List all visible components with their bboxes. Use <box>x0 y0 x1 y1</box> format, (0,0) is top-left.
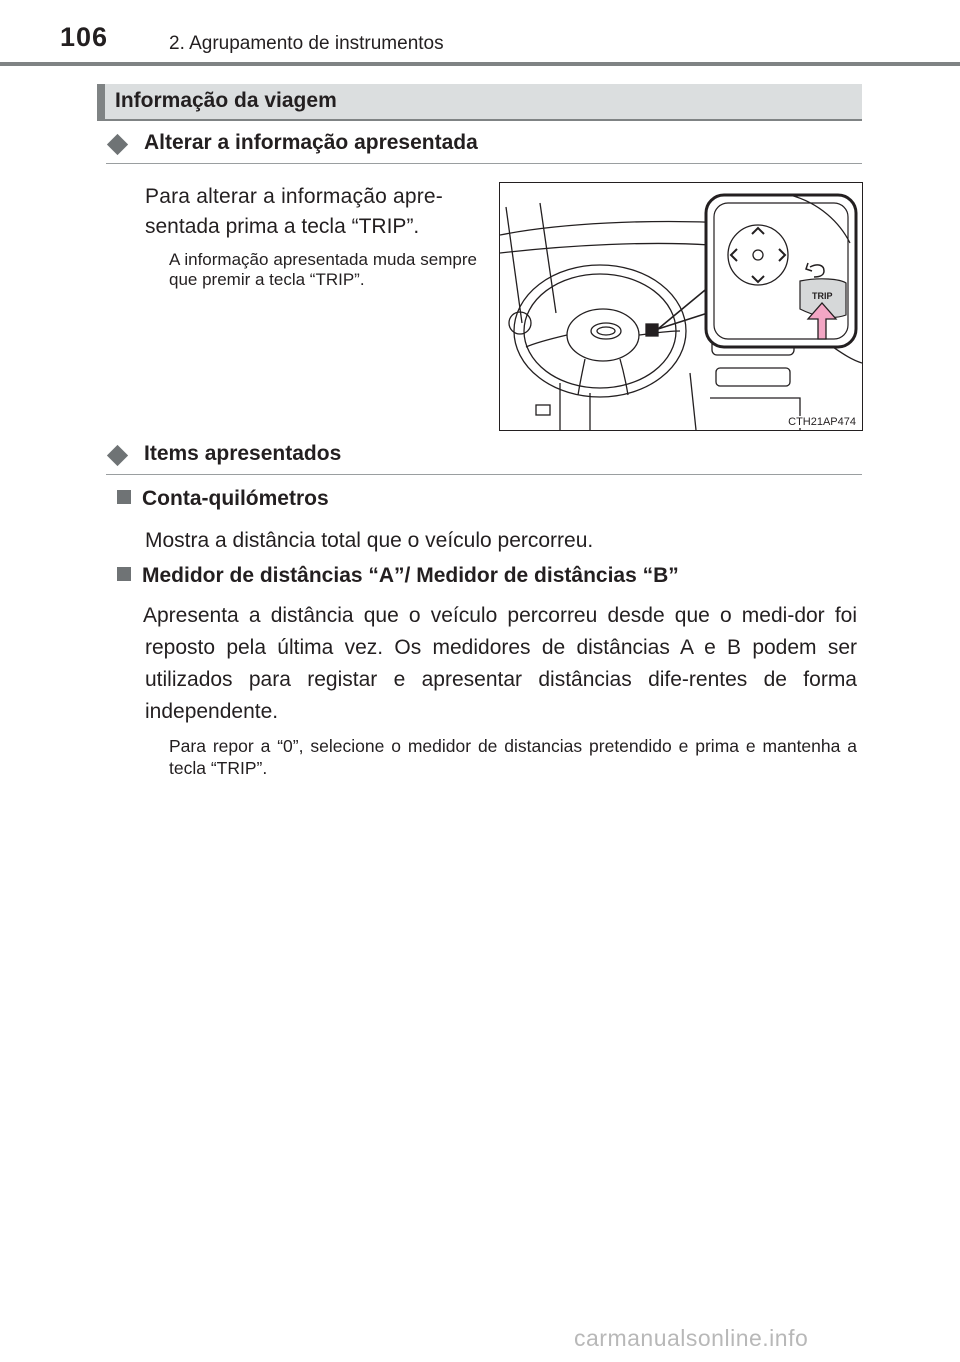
change-note: A informação apresentada muda sempre que premir a tecla “TRIP”. <box>169 250 477 289</box>
subsection-heading-change-label: Alterar a informação apresentada <box>144 131 478 154</box>
trip-button-text: TRIP <box>812 291 833 301</box>
chapter-title: 2. Agrupamento de instrumentos <box>169 33 444 54</box>
change-paragraph-line1: Para alterar a informação apre- <box>145 185 444 208</box>
figure-code: CTH21AP474 <box>788 416 856 428</box>
subsection-heading-change <box>106 129 862 164</box>
change-paragraph-line2: sentada prima a tecla “TRIP”. <box>145 215 420 238</box>
page-number: 106 <box>60 22 109 52</box>
square-bullet-icon <box>117 567 131 581</box>
square-bullet-icon <box>117 490 131 504</box>
item-note-trip-meter: Para repor a “0”, selecione o medidor de distancias pretendido e prima e mantenha a tecla “TRIP”. <box>169 736 857 778</box>
subsection-heading-items-label: Items apresentados <box>144 442 342 465</box>
section-title-bar <box>97 84 862 121</box>
section-bar-accent <box>97 84 105 119</box>
item-heading-trip-meter-label: Medidor de distâncias “A”/ Medidor de distâncias “B” <box>142 564 679 587</box>
item-heading-trip-meter <box>117 564 679 588</box>
steering-wheel-figure <box>499 182 863 431</box>
subsection-heading-items <box>106 440 862 475</box>
diamond-bullet-icon <box>107 445 128 466</box>
footer-watermark[interactable]: carmanualsonline.info <box>574 1325 809 1351</box>
item-heading-odometer-label: Conta-quilómetros <box>142 487 329 510</box>
header-rule <box>0 62 960 66</box>
section-title: Informação da viagem <box>115 89 337 112</box>
steering-wheel-illustration <box>500 183 862 430</box>
item-text-odometer: Mostra a distância total que o veículo percorreu. <box>145 529 594 552</box>
item-text-trip-meter: Apresenta a distância que o veículo percorreu desde que o medi-dor foi reposto pela última vez. Os medidores de distâncias A e B podem ser utilizados para registar e apresentar distâncias dife-rentes de forma independente. <box>143 604 857 723</box>
diamond-bullet-icon <box>107 134 128 155</box>
item-heading-odometer <box>117 487 329 511</box>
